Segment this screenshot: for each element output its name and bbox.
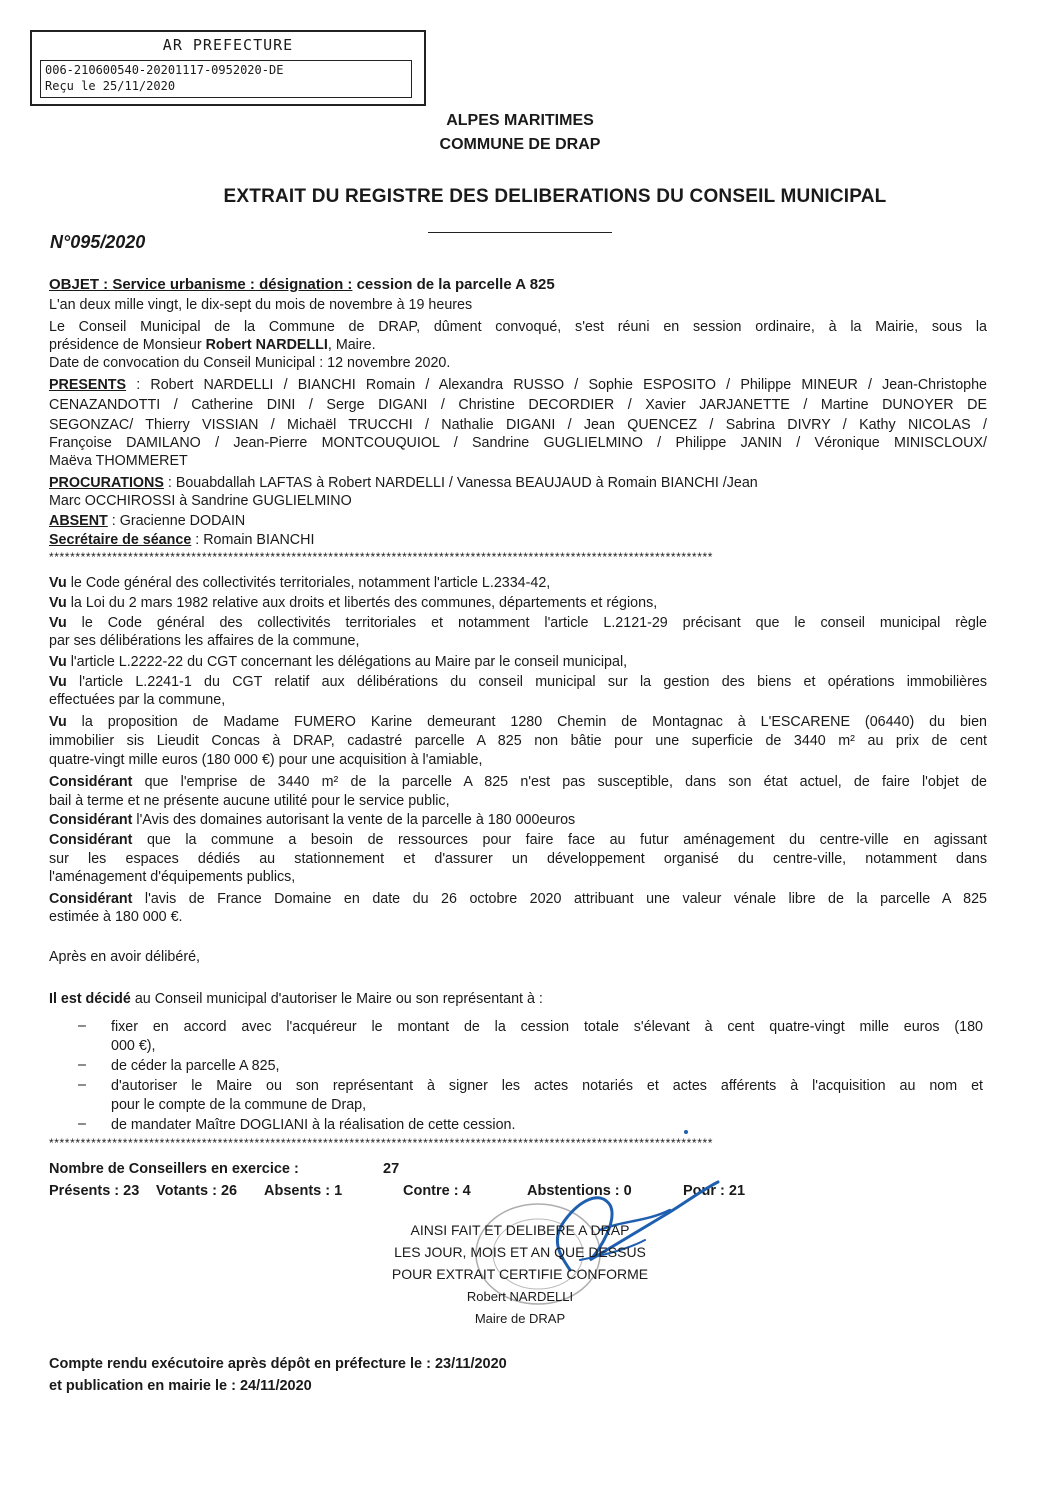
considerant-2 (49, 811, 987, 830)
presents-line-3: SEGONZAC/ Thierry VISSIAN / Michaël TRUCCHI / Nathalie DIGANI / Jean QUENCEZ / Sabrina DIVRY / Kathy NICOLAS / (49, 417, 987, 433)
session-date: L'an deux mille vingt, le dix-sept du mois de novembre à 19 heures (49, 297, 473, 313)
vu-6-line-1 (49, 713, 987, 732)
considerant-label: Considérant (49, 812, 133, 828)
dash-4: – (78, 1116, 86, 1132)
secretary-line (49, 531, 987, 550)
separator-top: ****************************************************************************************************************************** (49, 550, 714, 564)
considerant-3-line-2: sur les espaces dédiés au stationnement et d'assurer un développement organisé du centre-ville, notamment dans (49, 851, 987, 867)
considerant-text: l'Avis des domaines autorisant la vente de la parcelle à 180 000euros (132, 812, 576, 828)
conseillers-value: 27 (383, 1161, 400, 1177)
vu-2 (49, 594, 987, 613)
objet-line (49, 275, 987, 294)
considerant-4-line-2: estimée à 180 000 €. (49, 909, 183, 925)
convened-text-end: , Maire. (327, 337, 376, 353)
procurations-label: PROCURATIONS (49, 475, 164, 491)
stamp-reference-box (40, 60, 412, 98)
considerant-4-line-1 (49, 890, 987, 909)
decision-item-3-line-2: pour le compte de la commune de Drap, (111, 1097, 367, 1113)
vu-6-line-2: immobilier sis Lieudit Concas à DRAP, cadastré parcelle A 825 non bâtie pour une superficie de 3440 m² au prix de cent (49, 733, 987, 749)
after-deliberation: Après en avoir délibéré, (49, 949, 200, 965)
presents-text: : Robert NARDELLI / BIANCHI Romain / Alexandra RUSSO / Sophie ESPOSITO / Philippe MINEUR / Jean-Christophe (126, 377, 987, 393)
procurations-text: : Bouabdallah LAFTAS à Robert NARDELLI / Vanessa BEAUJAUD à Romain BIANCHI /Jean (163, 475, 758, 491)
absent-text: : Gracienne DODAIN (107, 513, 246, 529)
considerant-3-line-1 (49, 831, 987, 850)
stamp-title: AR PREFECTURE (162, 36, 294, 54)
decision-text: au Conseil municipal d'autoriser le Maire ou son représentant à : (130, 991, 543, 1007)
vu-label: Vu (49, 654, 67, 670)
vu-1 (49, 574, 987, 593)
document-title: EXTRAIT DU REGISTRE DES DELIBERATIONS DU CONSEIL MUNICIPAL (223, 186, 887, 207)
considerant-text: que l'emprise de 3440 m² de la parcelle A 825 n'est pas susceptible, dans son état actuel, de faire l'objet de (132, 774, 987, 790)
vu-text: le Code général des collectivités territoriales, notamment l'article L.2334-42, (66, 575, 551, 591)
secretary-label: Secrétaire de séance (49, 532, 192, 548)
decision-item-1-line-1: fixer en accord avec l'acquéreur le montant de la cession totale s'élevant à cent quatre-vingt mille euros (180 (111, 1019, 983, 1035)
dash-2: – (78, 1057, 86, 1073)
considerant-label: Considérant (49, 832, 133, 848)
signatory-name: Robert NARDELLI (466, 1289, 574, 1304)
convened-text: présidence de Monsieur (49, 337, 206, 353)
considerant-text: l'avis de France Domaine en date du 26 octobre 2020 attribuant une valeur vénale libre de la parcelle A 825 (132, 891, 987, 907)
considerant-label: Considérant (49, 891, 133, 907)
vu-label: Vu (49, 615, 67, 631)
considerant-1-line-1 (49, 773, 987, 792)
objet-text: cession de la parcelle A 825 (352, 276, 555, 293)
closing-line-2: LES JOUR, MOIS ET AN QUE DESSUS (394, 1244, 646, 1260)
vu-label: Vu (49, 595, 67, 611)
decision-item-3-line-1: d'autoriser le Maire ou son représentant à signer les actes notariés et actes afférents à l'acquisition au nom et (111, 1078, 983, 1094)
vote-votants: Votants : 26 (156, 1183, 238, 1199)
decision-item-1-line-2: 000 €), (111, 1038, 156, 1054)
stamp-reference: 006-210600540-20201117-0952020-DE (45, 63, 284, 77)
presents-line-5: Maëva THOMMERET (49, 453, 188, 469)
vu-4 (49, 653, 987, 672)
separator-bottom: ****************************************************************************************************************************** (49, 1136, 714, 1150)
vu-5-line-1 (49, 673, 987, 692)
deliberation-number: N°095/2020 (50, 232, 146, 252)
vu-label: Vu (49, 714, 67, 730)
signatory-role: Maire de DRAP (474, 1311, 566, 1326)
commune-heading: COMMUNE DE DRAP (439, 136, 601, 153)
ink-dot (684, 1130, 688, 1134)
stamp-received-date: Reçu le 25/11/2020 (45, 79, 176, 93)
dash-3: – (78, 1077, 86, 1093)
presents-line-4: Françoise DAMILANO / Jean-Pierre MONTCOUQUIOL / Sandrine GUGLIELMINO / Philippe JANIN / Véronique MINISCLOUX/ (49, 435, 987, 451)
conseillers-label: Nombre de Conseillers en exercice : (49, 1161, 299, 1177)
considerant-text: que la commune a besoin de ressources pour faire face au futur aménagement du centre-ville en agissant (132, 832, 987, 848)
vu-5-line-2: effectuées par la commune, (49, 692, 226, 708)
decision-item-4: de mandater Maître DOGLIANI à la réalisation de cette cession. (111, 1117, 516, 1133)
vu-label: Vu (49, 575, 67, 591)
vu-label: Vu (49, 674, 67, 690)
presents-line-2: CENAZANDOTTI / Catherine DINI / Serge DIGANI / Christine DECORDIER / Xavier JARJANETTE / Martine DUNOYER DE (49, 397, 987, 413)
decision-label: Il est décidé (49, 991, 131, 1007)
prefecture-stamp (30, 30, 426, 106)
secretary-text: : Romain BIANCHI (191, 532, 315, 548)
footer-publication: et publication en mairie le : 24/11/2020 (49, 1378, 312, 1394)
presents-label: PRESENTS (49, 377, 127, 393)
vote-presents: Présents : 23 (49, 1183, 140, 1199)
vote-abstentions: Abstentions : 0 (527, 1183, 632, 1199)
vu-3-line-1 (49, 614, 987, 633)
procurations-line-1 (49, 474, 987, 493)
department-heading: ALPES MARITIMES (446, 112, 594, 129)
vu-6-line-3: quatre-vingt mille euros (180 000 €) pour une acquisition à l'amiable, (49, 752, 483, 768)
procurations-line-2: Marc OCCHIROSSI à Sandrine GUGLIELMINO (49, 493, 352, 509)
presents-line-1 (49, 376, 987, 395)
vu-text: la proposition de Madame FUMERO Karine demeurant 1280 Chemin de Montagnac à L'ESCARENE (06440) du bien (66, 714, 987, 730)
vu-3-line-2: par ses délibérations les affaires de la commune, (49, 633, 360, 649)
absent-label: ABSENT (49, 513, 108, 529)
decision-line (49, 990, 987, 1009)
vote-absents: Absents : 1 (264, 1183, 343, 1199)
closing-line-3: POUR EXTRAIT CERTIFIE CONFORME (391, 1266, 649, 1282)
considerant-3-line-3: l'aménagement d'équipements publics, (49, 869, 296, 885)
convened-line-2 (49, 336, 987, 355)
vu-text: l'article L.2241-1 du CGT relatif aux délibérations du conseil municipal sur la gestion des biens et opérations immobilières (66, 674, 987, 690)
vu-text: la Loi du 2 mars 1982 relative aux droits et libertés des communes, départements et régions, (66, 595, 658, 611)
footer-deposit: Compte rendu exécutoire après dépôt en préfecture le : 23/11/2020 (49, 1356, 507, 1372)
objet-label: OBJET : Service urbanisme : désignation : (49, 276, 353, 293)
closing-line-1: AINSI FAIT ET DELIBERE A DRAP (410, 1222, 630, 1238)
considerant-label: Considérant (49, 774, 133, 790)
vote-contre: Contre : 4 (403, 1183, 471, 1199)
considerant-1-line-2: bail à terme et ne présente aucune utilité pour le service public, (49, 793, 450, 809)
vu-text: l'article L.2222-22 du CGT concernant les délégations au Maire par le conseil municipal, (66, 654, 628, 670)
vu-text: le Code général des collectivités territoriales et notamment l'article L.2121-29 précisant que le conseil municipal règle (66, 615, 987, 631)
absent-line (49, 512, 987, 531)
title-divider (428, 232, 612, 233)
dash-1: – (78, 1018, 86, 1034)
mayor-name: Robert NARDELLI (205, 337, 328, 353)
convocation-date: Date de convocation du Conseil Municipal : 12 novembre 2020. (49, 355, 451, 371)
convened-line-1: Le Conseil Municipal de la Commune de DRAP, dûment convoqué, s'est réuni en session ordinaire, à la Mairie, sous la (49, 319, 987, 335)
vote-pour: Pour : 21 (683, 1183, 746, 1199)
decision-item-2: de céder la parcelle A 825, (111, 1058, 280, 1074)
